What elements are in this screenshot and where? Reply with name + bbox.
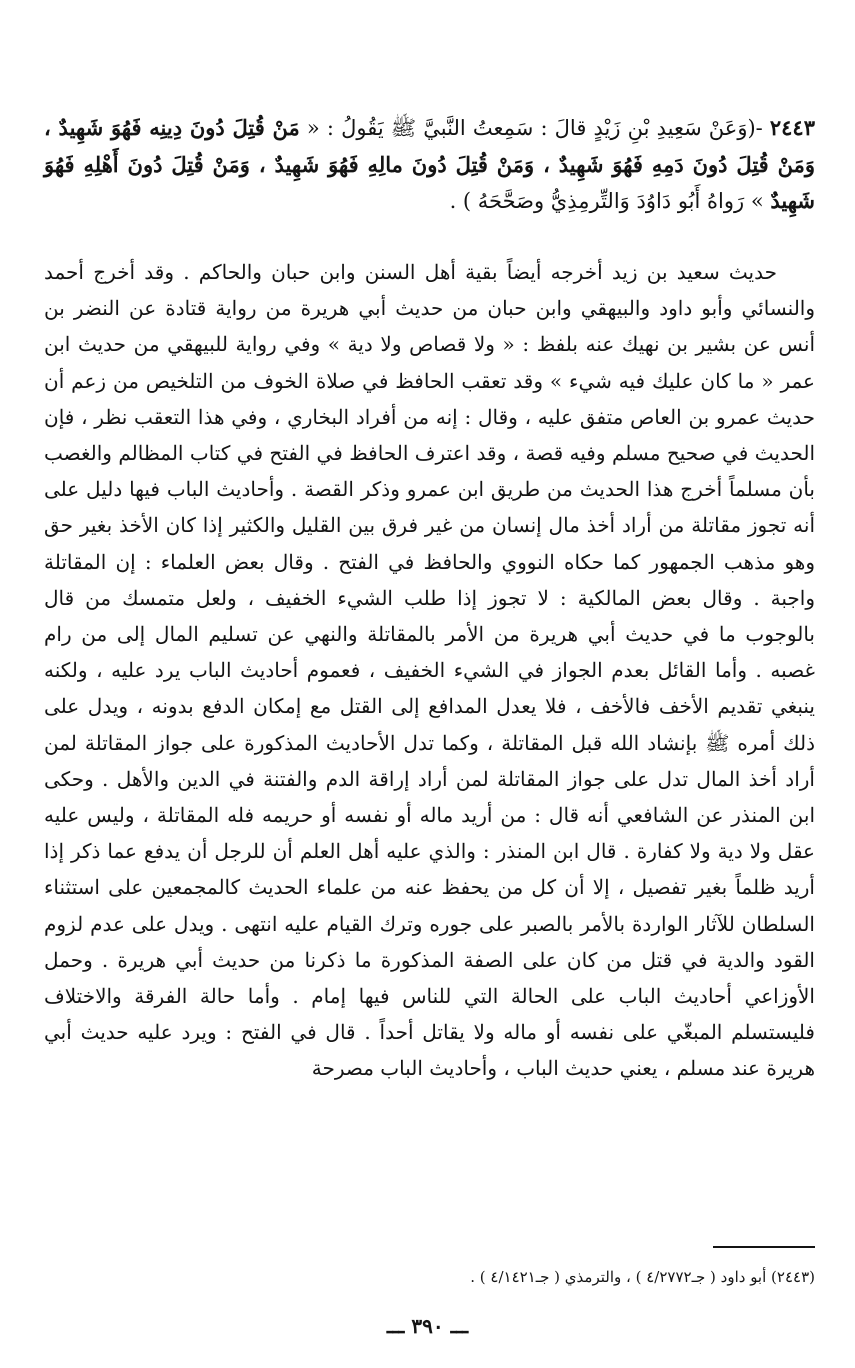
- hadith-text: [44, 110, 815, 220]
- hadith-number: ٢٤٤٣: [769, 115, 815, 140]
- hadith-quote: مَنْ قُتِلَ دُونَ دِينِه فَهُوَ شَهِيدٌ ، وَمَنْ قُتِلَ دُونَ دَمِهِ فَهُوَ شَهِيدٌ ، وَمَنْ قُتِلَ دُونَ مالِهِ فَهُوَ شَهِيدٌ ، وَمَنْ قُتِلَ دُونَ أَهْلِهِ فَهُوَ شَهِيدٌ: [44, 115, 815, 213]
- hadith-outro: » رَواهُ أَبُو دَاوُدَ وَالتِّرمِذِيُّ وصَحَّحَهُ ) .: [449, 189, 771, 213]
- footnote-divider: [713, 1246, 815, 1248]
- commentary-paragraph: حديث سعيد بن زيد أخرجه أيضاً بقية أهل السنن وابن حبان والحاكم . وقد أخرج أحمد والنسائي وأبو داود والبيهقي وابن حبان من حديث أبي هريرة من رواية قتادة عن النضر بن أنس عن بشير بن نهيك عنه بلفظ : « ولا قصاص ولا دية » وفي رواية للبيهقي من حديث ابن عمر « ما كان عليك فيه شيء » وقد تعقب الحافظ في صلاة الخوف من التلخيص من زعم أن حديث عمرو بن العاص متفق عليه ، وقال : إنه من أفراد البخاري ، وفي هذا التعقب نظر ، فإن الحديث في صحيح مسلم وفيه قصة ، وقد اعترف الحافظ في الفتح في كتاب المظالم والغصب بأن مسلماً أخرج هذا الحديث من طريق ابن عمرو وذكر القصة . وأحاديث الباب فيها دليل على أنه تجوز مقاتلة من أراد أخذ مال إنسان من غير فرق بين القليل والكثير إذا كان الأخذ بغير حق وهو مذهب الجمهور كما حكاه النووي والحافظ في الفتح . وقال بعض العلماء : إن المقاتلة واجبة . وقال بعض المالكية : لا تجوز إذا طلب الشيء الخفيف ، ولعل متمسك من قال بالوجوب ما في حديث أبي هريرة من الأمر بالمقاتلة والنهي عن تسليم المال إلى من رام غصبه . وأما القائل بعدم الجواز في الشيء الخفيف ، فعموم أحاديث الباب يرد عليه ، ولكنه ينبغي تقديم الأخف فالأخف ، فلا يعدل المدافع إلى القتل مع إمكان الدفع بدونه ، ويدل على ذلك أمره ﷺ بإنشاد الله قبل المقاتلة ، وكما تدل الأحاديث المذكورة على جواز المقاتلة لمن أراد أخذ المال تدل على جواز المقاتلة لمن أراد إراقة الدم والفتنة في الدين والأهل . وحكى ابن المنذر عن الشافعي أنه قال : من أريد ماله أو نفسه أو حريمه فله المقاتلة ، وليس عليه عقل ولا دية ولا كفارة . قال ابن المنذر : والذي عليه أهل العلم أن للرجل أن يدفع عما ذكر إذا أريد ظلماً بغير تفصيل ، إلا أن كل من يحفظ عنه من علماء الحديث كالمجمعين على استثناء السلطان للآثار الواردة بالأمر بالصبر على جوره وترك القيام عليه انتهى . ويدل على عدم لزوم القود والدية في قتل من كان على الصفة المذكورة ما ذكرنا من حديث أبي هريرة . وحمل الأوزاعي أحاديث الباب على الحالة التي للناس فيها إمام . وأما حالة الفرقة والاختلاف فليستسلم المبغّي على نفسه أو ماله ولا يقاتل أحداً . قال في الفتح : ويرد عليه حديث أبي هريرة عند مسلم ، يعني حديث الباب ، وأحاديث الباب مصرحة: [44, 260, 816, 1081]
- page-number: ـــ ٣٩٠ ـــ: [386, 1314, 469, 1338]
- hadith-intro: -(وَعَنْ سَعِيدِ بْنِ زَيْدٍ قالَ : سَمِعتُ النَّبيَّ ﷺ يَقُولُ : «: [299, 116, 770, 140]
- footnote: (٢٤٤٣) أبو داود ( جـ٤/٢٧٧٢ ) ، والترمذي ( جـ٤/١٤٢١ ) .: [470, 1268, 815, 1286]
- commentary: [44, 254, 815, 1087]
